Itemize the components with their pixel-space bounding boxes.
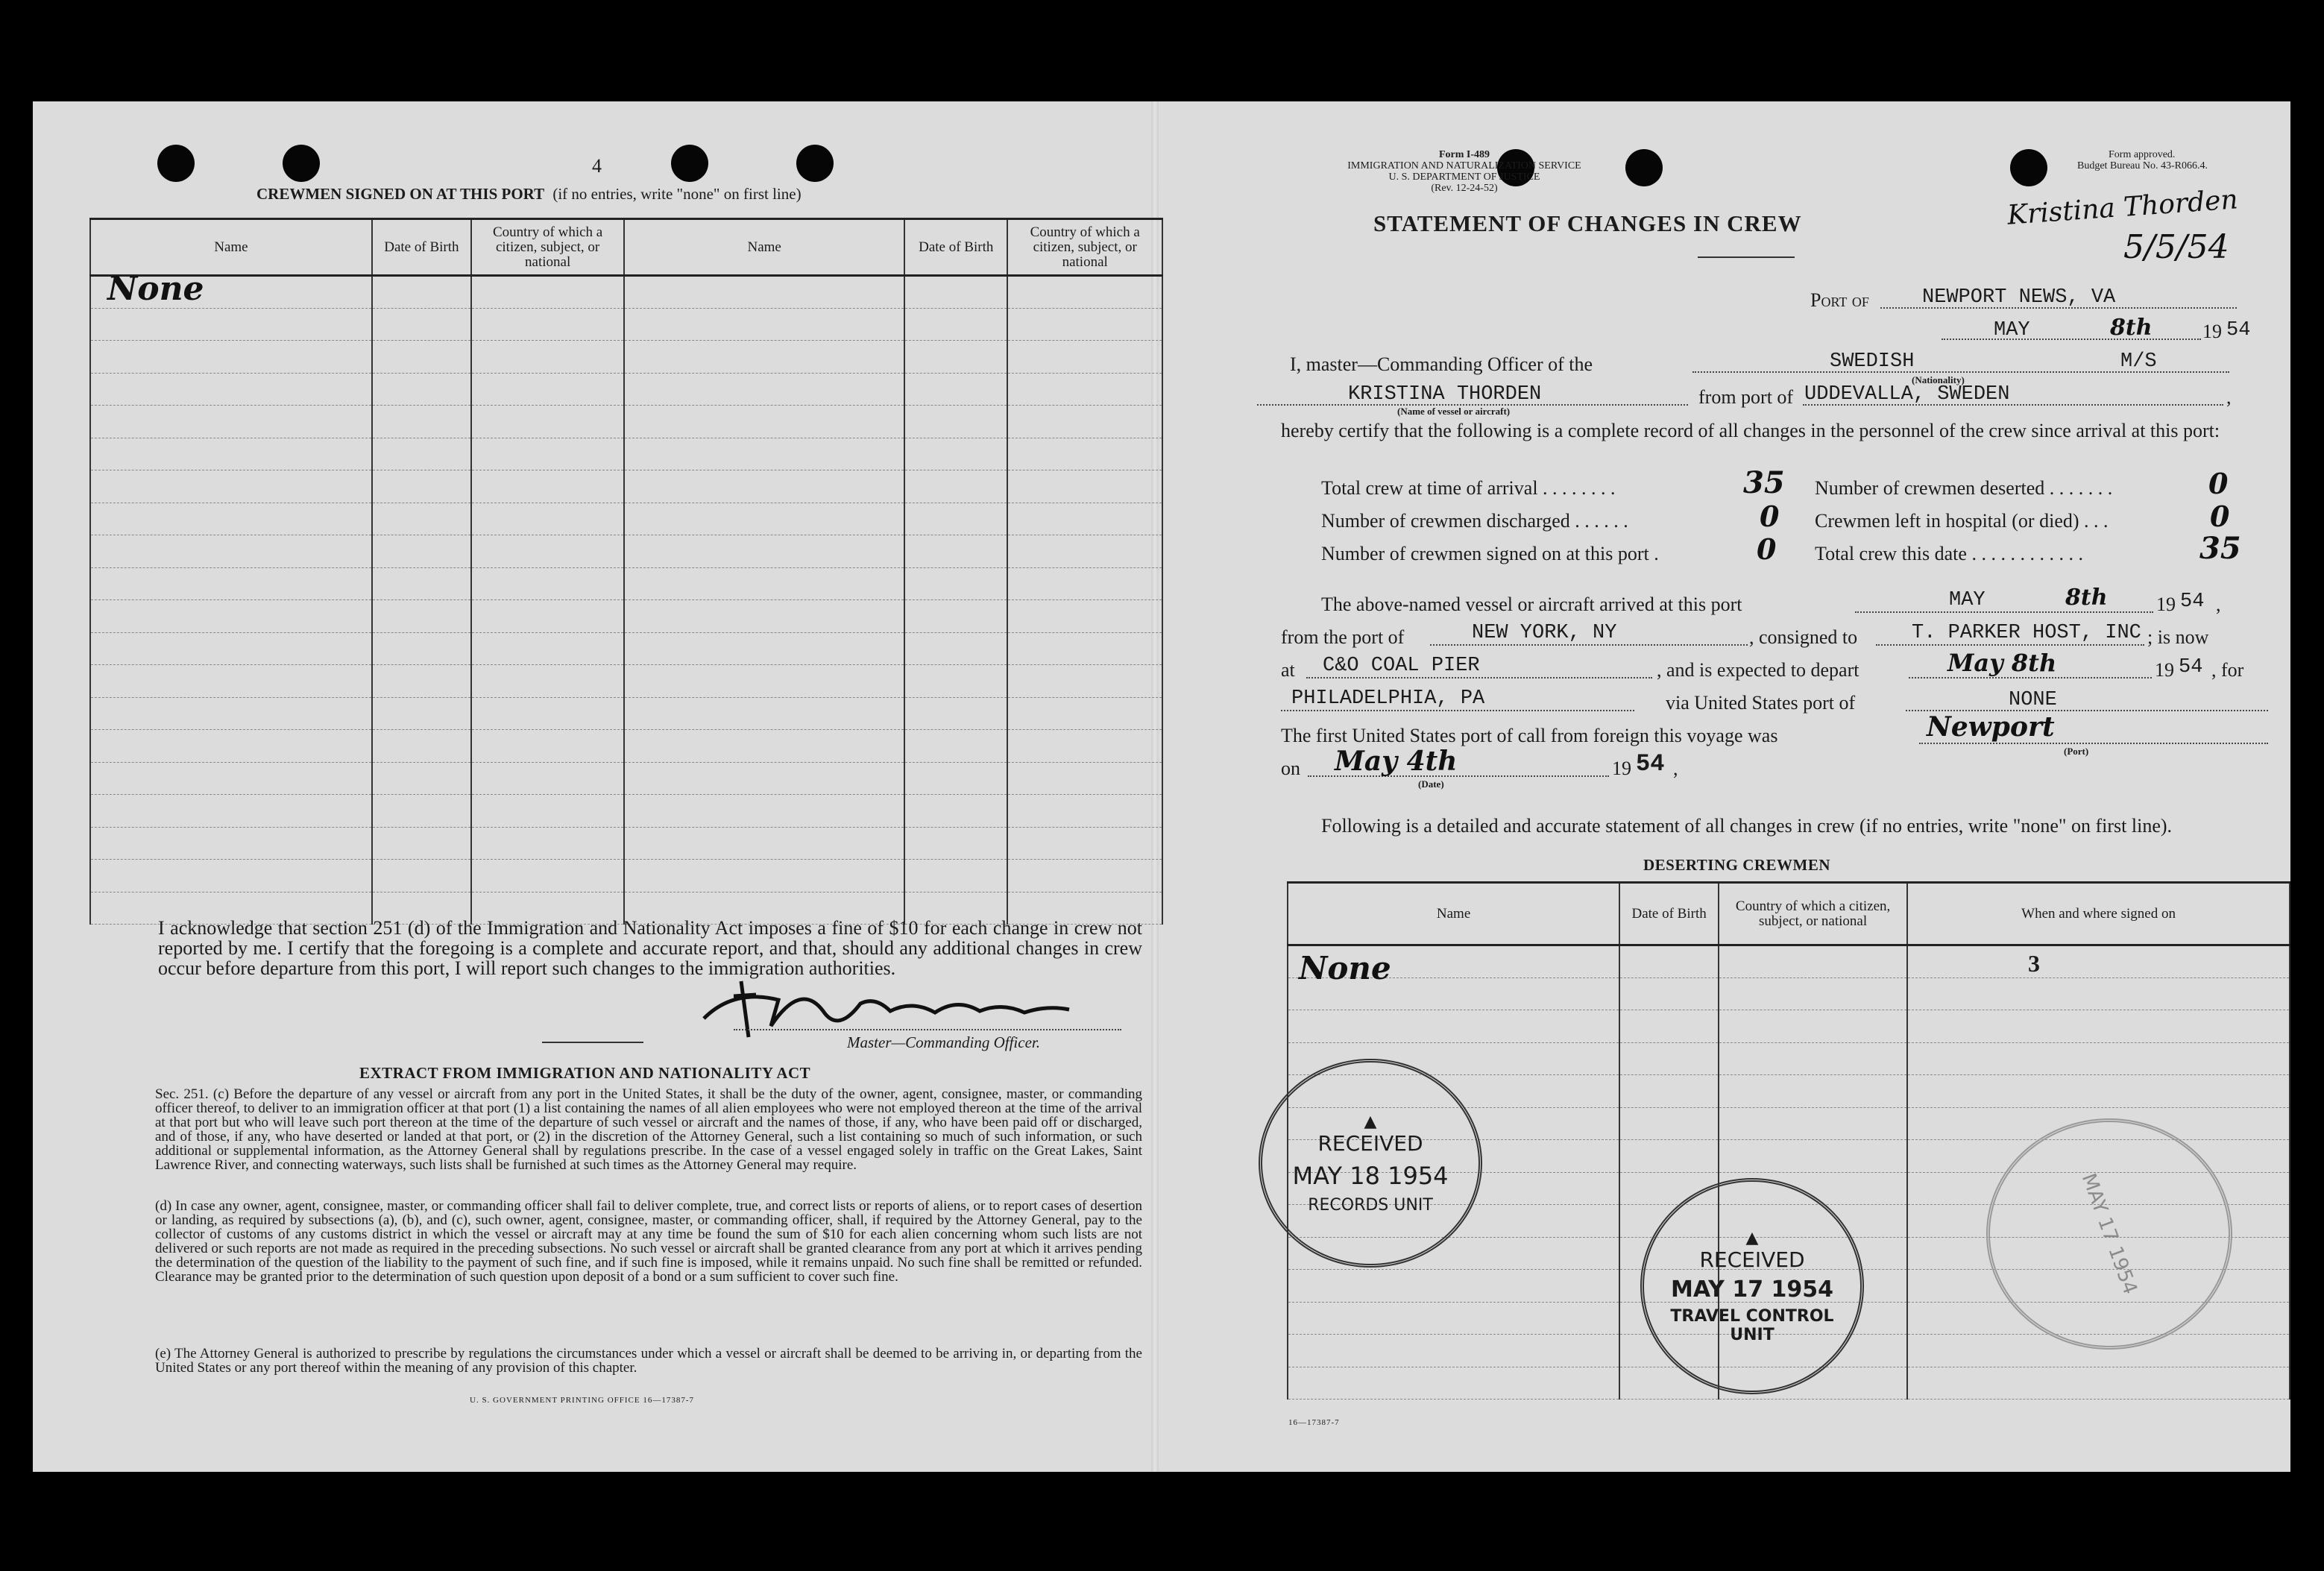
- first-port-date: May 4th: [1335, 746, 1458, 777]
- table-cell: [372, 730, 471, 763]
- table-cell: [1007, 470, 1162, 503]
- table-cell: [1907, 1367, 2290, 1400]
- table-cell: [904, 341, 1007, 374]
- table-cell: [904, 860, 1007, 892]
- vessel-type: M/S: [2120, 350, 2157, 373]
- dot-leader: . . . . . .: [1569, 510, 1628, 532]
- table-row: [90, 567, 1162, 600]
- stat-label: Number of crewmen signed on at this port: [1321, 543, 1649, 564]
- table-row: [90, 795, 1162, 828]
- page-number: 4: [592, 155, 602, 177]
- destination-value: PHILADELPHIA, PA: [1291, 687, 1485, 710]
- table-cell: [372, 795, 471, 828]
- table-cell: [1619, 945, 1719, 978]
- extract-section-e: (e) The Attorney General is authorized to prescribe by regulations the circumstances under which a vessel or aircraft shall be deemed to be arriving in, or departing from the United States or any port thereof within the meaning of any provision of this chapter.: [155, 1346, 1142, 1376]
- stamp-date: MAY 17 1954: [2076, 1171, 2142, 1297]
- table-cell: [471, 600, 624, 633]
- table-cell: [372, 567, 471, 600]
- table-cell: [1007, 503, 1162, 535]
- table-cell: [904, 665, 1007, 698]
- title-underline: [1698, 256, 1795, 258]
- table-cell: [624, 762, 904, 795]
- table-title-note: (if no entries, write "none" on first line): [552, 185, 802, 203]
- stat-label: Total crew at time of arrival: [1321, 477, 1538, 499]
- table-cell: [471, 503, 624, 535]
- table-row: [90, 276, 1162, 309]
- table-row: [90, 373, 1162, 406]
- table-cell: [1007, 406, 1162, 438]
- table-cell: [904, 632, 1007, 665]
- dot-leader: . . . . . . .: [2044, 477, 2113, 499]
- master-label: I, master—Commanding Officer of the: [1290, 353, 1593, 375]
- table-cell: [1907, 977, 2290, 1010]
- date-month: MAY: [1994, 319, 2030, 341]
- form-approved: Form approved.: [2109, 149, 2176, 160]
- table-cell: [90, 535, 372, 568]
- table-cell: [904, 503, 1007, 535]
- arrived-label: The above-named vessel or aircraft arrived at this port: [1321, 594, 1742, 615]
- table-cell: [1007, 276, 1162, 309]
- handwritten-entry-none: None: [107, 270, 204, 308]
- date-caption: (Date): [1418, 778, 1444, 790]
- first-port-year: 54: [1636, 750, 1665, 778]
- table-cell: [372, 470, 471, 503]
- table-cell: [372, 762, 471, 795]
- deserting-title: DESERTING CREWMEN: [1643, 856, 1831, 874]
- via-port-value: NONE: [2009, 689, 2057, 711]
- table-cell: [372, 860, 471, 892]
- table-cell: [90, 697, 372, 730]
- table-cell: [372, 406, 471, 438]
- table-row: [90, 406, 1162, 438]
- table-row: [1288, 1010, 2290, 1043]
- table-cell: [1007, 535, 1162, 568]
- table-cell: [1007, 373, 1162, 406]
- table-row: [90, 341, 1162, 374]
- dot-leader: . . . . . . . . . . . .: [1966, 543, 2083, 564]
- stamp-unit: RECORDS UNIT: [1308, 1195, 1433, 1215]
- table-cell: [372, 341, 471, 374]
- form-title: STATEMENT OF CHANGES IN CREW: [1373, 210, 1802, 236]
- stat-total-date: 35: [2199, 531, 2241, 566]
- from-port-label: from port of: [1698, 386, 1794, 408]
- table-row: [90, 762, 1162, 795]
- for-label: , for: [2211, 659, 2244, 681]
- date-year-prefix: 19: [2202, 321, 2222, 342]
- table-cell: [624, 470, 904, 503]
- vessel-name: KRISTINA THORDEN: [1348, 383, 1542, 406]
- table-cell: [1007, 762, 1162, 795]
- stamp-date: MAY 18 1954: [1292, 1161, 1449, 1190]
- vessel-caption: (Name of vessel or aircraft): [1397, 406, 1511, 417]
- table-cell: [624, 341, 904, 374]
- table-cell: [471, 730, 624, 763]
- table-cell: [624, 438, 904, 470]
- col-date-of-birth: Date of Birth: [904, 219, 1007, 276]
- table-cell: [904, 827, 1007, 860]
- table-row: [90, 730, 1162, 763]
- depart-date-line: [1909, 677, 2152, 679]
- revision-date: (Rev. 12-24-52): [1431, 183, 1498, 194]
- table-cell: [471, 762, 624, 795]
- destination-line: [1281, 710, 1634, 711]
- table-cell: [1007, 341, 1162, 374]
- stat-label: Crewmen left in hospital (or died): [1815, 510, 2079, 532]
- arrow-up-icon: ▲: [1745, 1228, 1759, 1247]
- table-cell: [1719, 1075, 1907, 1108]
- table-row: [90, 535, 1162, 568]
- table-cell: [624, 632, 904, 665]
- handwritten-entry-none: None: [1299, 950, 1391, 986]
- table-cell: [90, 406, 372, 438]
- col-name: Name: [90, 219, 372, 276]
- table-cell: [1007, 730, 1162, 763]
- now-at-line: [1306, 677, 1652, 679]
- date-year: 54: [2226, 319, 2251, 341]
- table-cell: [624, 406, 904, 438]
- table-title: [256, 185, 802, 204]
- table-cell: [1907, 945, 2290, 978]
- stat-deserted: 0: [2208, 467, 2229, 500]
- table-cell: [904, 795, 1007, 828]
- from-the-port-line: [1430, 644, 1748, 646]
- table-cell: [904, 535, 1007, 568]
- dot-leader: . . . . . . . .: [1537, 477, 1616, 499]
- table-cell: [1288, 1367, 1619, 1400]
- is-now-label: ; is now: [2147, 626, 2209, 648]
- table-cell: [90, 665, 372, 698]
- table-row: [90, 308, 1162, 341]
- stat-discharged: 0: [1760, 500, 1780, 533]
- depart-date: May 8th: [1947, 649, 2057, 677]
- signature-caption: Master—Commanding Officer.: [847, 1033, 1040, 1051]
- table-cell: [1007, 308, 1162, 341]
- port-caption: (Port): [2064, 746, 2089, 757]
- arrow-up-icon: ▲: [1364, 1112, 1377, 1131]
- table-row: [1288, 977, 2290, 1010]
- form-header: [1270, 149, 1658, 194]
- form-number: Form I-489: [1438, 149, 1490, 160]
- table-cell: [90, 730, 372, 763]
- stat-label: Number of crewmen discharged: [1321, 510, 1570, 532]
- faded-stamp: [1986, 1118, 2232, 1350]
- on-label: on: [1281, 758, 1300, 779]
- table-cell: [471, 308, 624, 341]
- table-row: [1288, 1042, 2290, 1075]
- from-the-port-label: from the port of: [1281, 626, 1405, 648]
- table-cell: [624, 567, 904, 600]
- stat-signed-on: 0: [1757, 532, 1777, 566]
- comma: ,: [2216, 594, 2221, 615]
- dot-leader: .: [1648, 543, 1659, 564]
- table-cell: [372, 665, 471, 698]
- table-cell: [90, 503, 372, 535]
- table-cell: [624, 373, 904, 406]
- depart-year-prefix: 19: [2155, 659, 2174, 681]
- table-row: [90, 600, 1162, 633]
- first-port-year-prefix: 19: [1612, 758, 1631, 779]
- arrived-year-prefix: 19: [2156, 594, 2176, 615]
- table-cell: [90, 795, 372, 828]
- table-cell: [624, 827, 904, 860]
- table-cell: [904, 600, 1007, 633]
- table-body: [90, 276, 1162, 925]
- table-cell: [471, 341, 624, 374]
- nationality-caption: (Nationality): [1912, 374, 1965, 385]
- table-cell: [90, 470, 372, 503]
- crewmen-signed-on-table: [89, 218, 1163, 925]
- date-line: [1942, 339, 2201, 340]
- budget-bureau: Budget Bureau No. 43-R066.4.: [2077, 160, 2208, 171]
- table-cell: [904, 373, 1007, 406]
- stamp-date: MAY 17 1954: [1670, 1276, 1834, 1303]
- via-label: via United States port of: [1666, 692, 1856, 714]
- table-cell: [471, 276, 624, 309]
- from-port-value: UDDEVALLA, SWEDEN: [1804, 383, 2010, 406]
- table-cell: [624, 860, 904, 892]
- col-country: Country of which a citizen, subject, or national: [1719, 883, 1907, 945]
- table-cell: [1719, 977, 1907, 1010]
- table-cell: [1007, 438, 1162, 470]
- table-cell: [1619, 1107, 1719, 1140]
- now-at-value: C&O COAL PIER: [1323, 655, 1480, 677]
- left-page: [33, 101, 1151, 1472]
- table-cell: [372, 373, 471, 406]
- table-cell: [1288, 1335, 1619, 1367]
- table-cell: [904, 308, 1007, 341]
- table-cell: [1007, 860, 1162, 892]
- received-stamp-records-unit: [1259, 1059, 1482, 1268]
- stamp-unit: UNIT: [1730, 1325, 1775, 1344]
- table-row: [1288, 945, 2290, 978]
- table-cell: [624, 503, 904, 535]
- table-cell: [1719, 1010, 1907, 1043]
- table-cell: [372, 308, 471, 341]
- at-label: at: [1281, 659, 1295, 681]
- first-port-value: Newport: [1927, 711, 2055, 743]
- table-row: [90, 827, 1162, 860]
- stat-label: Total crew this date: [1815, 543, 1967, 564]
- table-cell: [471, 860, 624, 892]
- consignee-value: T. PARKER HOST, INC: [1912, 622, 2141, 644]
- extract-section-c: Sec. 251. (c) Before the departure of any vessel or aircraft from any port in the United States, it shall be the duty of the owner, agent, consignee, master, or commanding officer thereof, to deliver to an immigration officer at that port (1) a list containing the names of all alien employees who were not employed thereon at the time of the arrival at that port but who will leave such port thereon at the time of the departure of such vessel or aircraft and the names of those, if any, who have been paid off or discharged, and of those, if any, who have deserted or landed at that port, or (2) in the discretion of the Attorney General, such a list containing so much of such information, or such additional or supplemental information, as the Attorney General shall by regulations prescribe. In the case of a vessel engaged solely in traffic on the Great Lakes, Saint Lawrence River, and connecting waterways, such lists shall be furnished at such times as the Attorney General may require.: [155, 1086, 1142, 1173]
- table-cell: [372, 438, 471, 470]
- table-cell: [1007, 600, 1162, 633]
- handwritten-date: 5/5/54: [2123, 228, 2229, 266]
- table-cell: [372, 535, 471, 568]
- table-cell: [1907, 1075, 2290, 1108]
- certify-text: hereby certify that the following is a complete record of all changes in the personnel of the crew since arrival at this port:: [1281, 420, 2220, 441]
- table-cell: [372, 276, 471, 309]
- table-cell: [471, 567, 624, 600]
- col-name: Name: [624, 219, 904, 276]
- first-port-line: [1919, 743, 2268, 744]
- stat-signed-on-label: [1321, 543, 1659, 565]
- table-cell: [624, 600, 904, 633]
- nationality-value: SWEDISH: [1830, 350, 1915, 373]
- extract-section-d: (d) In case any owner, agent, consignee, master, or commanding officer shall fail to deliver complete, true, and correct lists or reports of aliens, or to report cases of desertion or landing, as required by subsections (a), (b), and (c), such owner, agent, consignee, master, or commanding officer, shall, if required by the Attorney General, pay to the collector of customs of any customs district in which the vessel or aircraft may at any time be found the sum of $10 for each alien concerning whom such lists are not delivered or such reports are not made as required in the preceding subsections. No such vessel or aircraft shall be granted clearance from any port at which it arrives pending the determination of the question of the liability to the payment of such fine, and if such fine is imposed, while it remains unpaid. No such fine shall be remitted or refunded. Clearance may be granted prior to the determination of such question upon deposit of a bond or a sum sufficient to cover such fine.: [155, 1198, 1142, 1285]
- stamp-received: RECEIVED: [1699, 1247, 1805, 1272]
- col-date-of-birth: Date of Birth: [372, 219, 471, 276]
- port-of-label: Port of: [1810, 289, 1869, 311]
- table-cell: [471, 632, 624, 665]
- page-marker: 3: [2028, 950, 2040, 977]
- table-cell: [1619, 1042, 1719, 1075]
- col-country: Country of which a citizen, subject, or national: [471, 219, 624, 276]
- table-cell: [90, 827, 372, 860]
- table-cell: [904, 697, 1007, 730]
- table-cell: [90, 373, 372, 406]
- port-of-value: NEWPORT NEWS, VA: [1922, 286, 2116, 309]
- agency-line: IMMIGRATION AND NATURALIZATION SERVICE: [1347, 160, 1581, 171]
- table-cell: [904, 438, 1007, 470]
- table-cell: [624, 730, 904, 763]
- table-cell: [90, 341, 372, 374]
- comma: ,: [2226, 386, 2232, 408]
- table-cell: [1619, 1010, 1719, 1043]
- table-cell: [90, 860, 372, 892]
- comma: ,: [1673, 758, 1678, 779]
- table-cell: [90, 600, 372, 633]
- table-cell: [1619, 1140, 1719, 1173]
- table-cell: [1288, 1010, 1619, 1043]
- expected-label: , and is expected to depart: [1657, 659, 1859, 681]
- table-cell: [372, 697, 471, 730]
- table-cell: [1007, 697, 1162, 730]
- table-cell: [904, 406, 1007, 438]
- table-row: [90, 438, 1162, 470]
- stat-discharged-label: [1321, 510, 1628, 532]
- printing-office-note: U. S. GOVERNMENT PRINTING OFFICE 16—17387-7: [470, 1396, 695, 1405]
- table-cell: [471, 827, 624, 860]
- first-port-label: The first United States port of call from foreign this voyage was: [1281, 725, 1778, 746]
- table-cell: [1907, 1010, 2290, 1043]
- table-cell: [471, 406, 624, 438]
- table-row: [90, 697, 1162, 730]
- right-page: [1159, 101, 2290, 1472]
- table-row: [90, 860, 1162, 892]
- col-when-where-signed-on: When and where signed on: [1907, 883, 2290, 945]
- stat-total-date-label: [1815, 543, 2083, 565]
- stat-label: Number of crewmen deserted: [1815, 477, 2045, 499]
- table-cell: [624, 795, 904, 828]
- table-cell: [904, 762, 1007, 795]
- stat-deserted-label: [1815, 477, 2112, 500]
- table-cell: [372, 632, 471, 665]
- table-cell: [372, 600, 471, 633]
- consignee-line: [1876, 644, 2144, 646]
- table-row: [90, 632, 1162, 665]
- handwritten-ship-name: Kristina Thorden: [2006, 184, 2239, 231]
- table-cell: [90, 632, 372, 665]
- table-cell: [904, 567, 1007, 600]
- arrived-date-line: [1855, 611, 2153, 613]
- col-date-of-birth: Date of Birth: [1619, 883, 1719, 945]
- extract-title: EXTRACT FROM IMMIGRATION AND NATIONALITY ACT: [359, 1064, 811, 1082]
- consigned-label: , consigned to: [1749, 626, 1858, 648]
- from-the-port-value: NEW YORK, NY: [1472, 622, 1617, 644]
- stat-total-arrival: 35: [1743, 465, 1785, 500]
- received-stamp-travel-control: [1640, 1178, 1864, 1394]
- table-cell: [372, 503, 471, 535]
- table-cell: [1619, 1075, 1719, 1108]
- table-cell: [1288, 1270, 1619, 1303]
- section-divider: [542, 1042, 643, 1043]
- date-ordinal: 8th: [2110, 315, 2153, 341]
- table-cell: [1288, 1302, 1619, 1335]
- form-footer: 16—17387-7: [1288, 1418, 1340, 1427]
- table-cell: [471, 665, 624, 698]
- table-cell: [1719, 945, 1907, 978]
- stat-total-arrival-label: [1321, 477, 1616, 500]
- col-country: Country of which a citizen, subject, or national: [1007, 219, 1162, 276]
- department-line: U. S. DEPARTMENT OF JUSTICE: [1388, 171, 1540, 183]
- dot-leader: . . .: [2079, 510, 2109, 532]
- table-row: [90, 503, 1162, 535]
- table-cell: [1619, 977, 1719, 1010]
- table-cell: [1007, 795, 1162, 828]
- table-cell: [1719, 1140, 1907, 1173]
- document-sheet: [33, 101, 2290, 1472]
- col-name: Name: [1288, 883, 1619, 945]
- stamp-unit: TRAVEL CONTROL: [1670, 1306, 1834, 1326]
- table-cell: [1007, 567, 1162, 600]
- table-cell: [90, 567, 372, 600]
- table-cell: [904, 730, 1007, 763]
- table-cell: [471, 795, 624, 828]
- table-row: [90, 470, 1162, 503]
- table-cell: [372, 827, 471, 860]
- table-cell: [1907, 1042, 2290, 1075]
- table-cell: [904, 470, 1007, 503]
- following-text: Following is a detailed and accurate statement of all changes in crew (if no entries, write "none" on first line).: [1321, 815, 2173, 837]
- approval-note: [2077, 149, 2208, 171]
- table-cell: [1007, 632, 1162, 665]
- table-cell: [1719, 1042, 1907, 1075]
- table-cell: [624, 308, 904, 341]
- arrived-year: 54: [2180, 591, 2205, 613]
- arrived-ordinal: 8th: [2065, 585, 2108, 611]
- table-cell: [471, 470, 624, 503]
- table-cell: [904, 276, 1007, 309]
- table-cell: [471, 697, 624, 730]
- table-cell: [471, 535, 624, 568]
- table-cell: [471, 438, 624, 470]
- stat-hospital-label: [1815, 510, 2109, 532]
- table-cell: [90, 308, 372, 341]
- table-cell: [1007, 665, 1162, 698]
- depart-year: 54: [2179, 656, 2203, 679]
- table-row: [90, 665, 1162, 698]
- table-cell: [471, 373, 624, 406]
- table-title-text: CREWMEN SIGNED ON AT THIS PORT: [256, 185, 545, 203]
- table-cell: [624, 535, 904, 568]
- table-cell: [624, 276, 904, 309]
- table-cell: [624, 697, 904, 730]
- table-cell: [90, 762, 372, 795]
- table-cell: [1007, 827, 1162, 860]
- stat-hospital: 0: [2210, 500, 2230, 533]
- acknowledgement-text: I acknowledge that section 251 (d) of the Immigration and Nationality Act imposes a fine of $10 for each change in crew not reported by me. I certify that the foregoing is a complete and accurate report, and that, should any additional changes in crew occur before departure from this port, I will report such changes to the immigration authorities.: [158, 917, 1142, 979]
- table-cell: [624, 665, 904, 698]
- table-cell: [1719, 1107, 1907, 1140]
- signature-line: [734, 1029, 1121, 1030]
- stamp-received: RECEIVED: [1317, 1130, 1423, 1156]
- table-cell: [90, 438, 372, 470]
- arrived-month: MAY: [1949, 589, 1986, 611]
